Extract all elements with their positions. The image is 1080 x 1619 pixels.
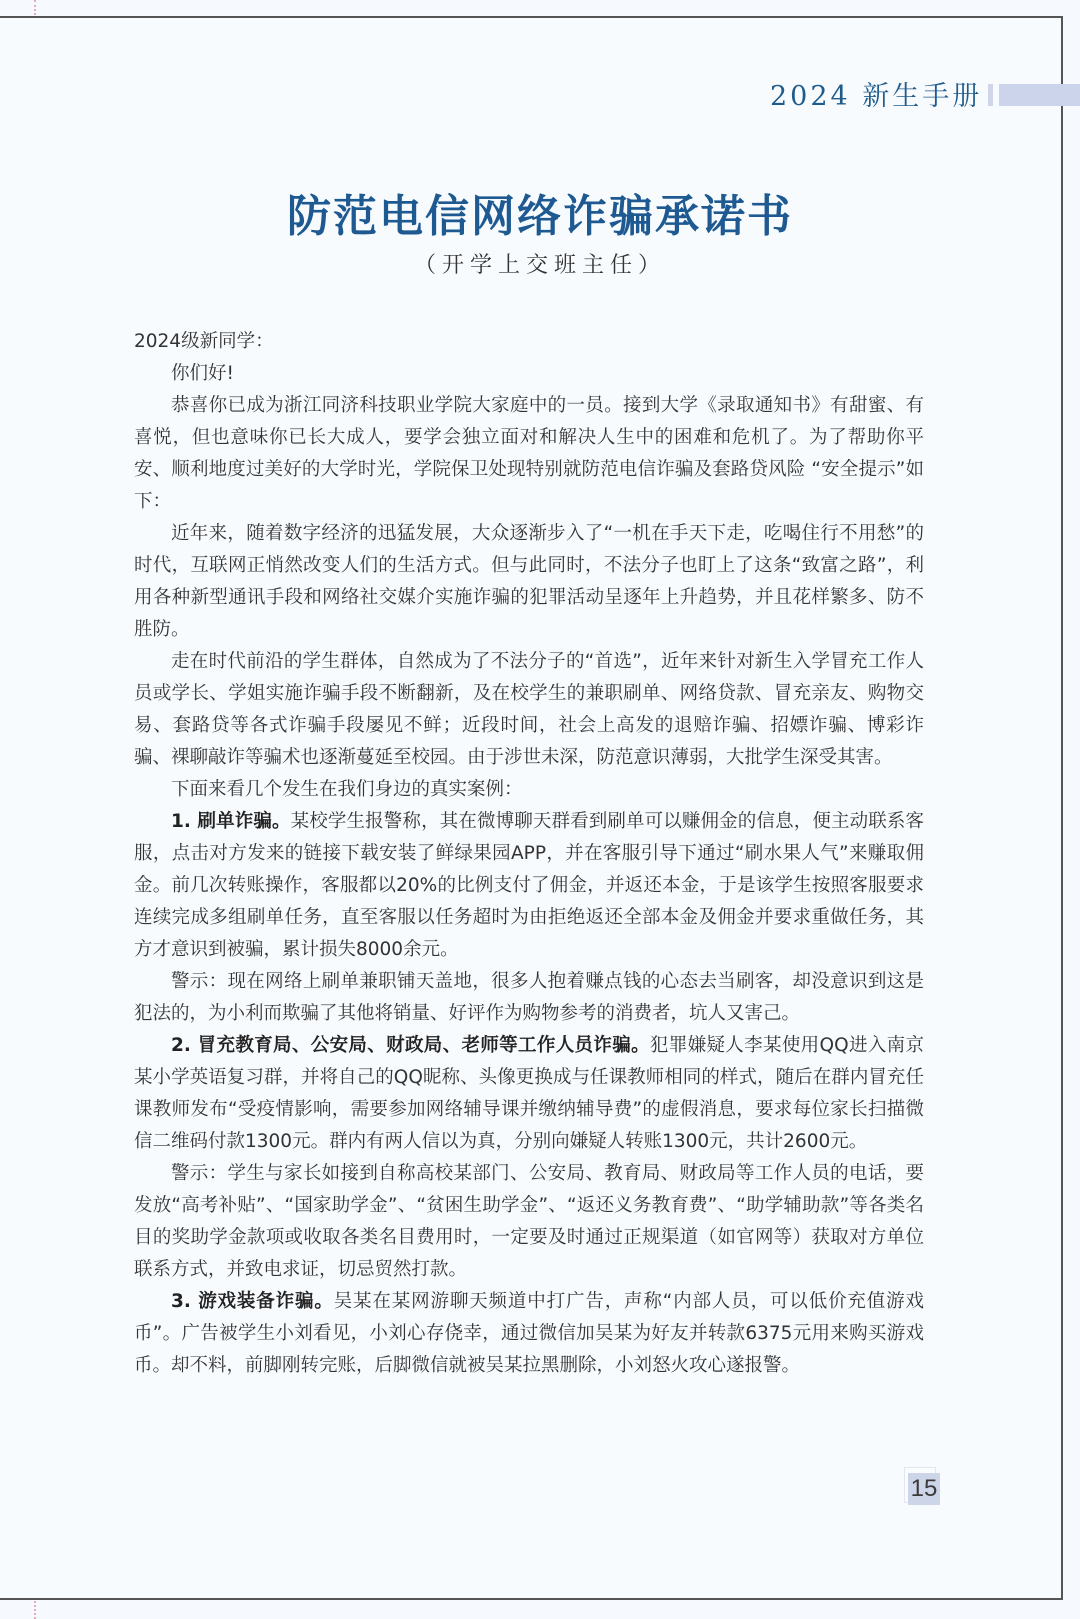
case-3-text: 吴某在某网游聊天频道中打广告，声称“内部人员，可以低价充值游戏币”。广告被学生小刘看见，小刘心存侥幸，通过微信加吴某为好友并转款6375元用来购买游戏币。却不料，前脚刚转完账，后脚微信就被吴某拉黑删除，小刘怒火攻心遂报警。 (134, 1291, 924, 1376)
greeting: 你们好! (171, 363, 234, 384)
case-2-warning: 警示：学生与家长如接到自称高校某部门、公安局、教育局、财政局等工作人员的电话，要发放“高考补贴”、“国家助学金”、“贫困生助学金”、“返还义务教育费”、“助学辅助款”等各类名目的奖助学金款项或收取各类名目费用时，一定要及时通过正规渠道（如官网等）获取对方单位联系方式，并致电求证，切忌贸然打款。 (134, 1163, 924, 1280)
header-accent-divider (988, 84, 993, 106)
document-subtitle: （开学上交班主任） (413, 253, 666, 278)
salutation: 2024级新同学： (134, 331, 274, 352)
case-1-warning: 警示：现在网络上刷单兼职铺天盖地，很多人抱着赚点钱的心态去当刷客，却没意识到这是犯法的，为小利而欺骗了其他将销量、好评作为购物参考的消费者，坑人又害己。 (134, 971, 924, 1024)
case-2 (134, 1030, 924, 1158)
booklet-label: 2024 新生手册 (770, 81, 983, 112)
case-3-heading: 3. 游戏装备诈骗。 (171, 1291, 334, 1312)
page-number: 15 (908, 1473, 940, 1505)
document-body (134, 326, 924, 1382)
case-1-heading: 1. 刷单诈骗。 (171, 811, 291, 832)
paragraph-cases-lead: 下面来看几个发生在我们身边的真实案例： (171, 779, 523, 800)
header-accent-bar (999, 84, 1080, 106)
paragraph-intro: 恭喜你已成为浙江同济科技职业学院大家庭中的一员。接到大学《录取通知书》有甜蜜、有喜悦，但也意味你已长大成人，要学会独立面对和解决人生中的困难和危机了。为了帮助你平安、顺利地度过美好的大学时光，学院保卫处现特别就防范电信诈骗及套路贷风险 “安全提示”如下： (134, 395, 924, 512)
document-title: 防范电信网络诈骗承诺书 (287, 191, 793, 242)
case-1-text: 某校学生报警称，其在微博聊天群看到刷单可以赚佣金的信息，便主动联系客服，点击对方发来的链接下载安装了鲜绿果园APP，并在客服引导下通过“刷水果人气”来赚取佣金。前几次转账操作，客服都以20%的比例支付了佣金，并返还本金，于是该学生按照客服要求连续完成多组刷单任务，直至客服以任务超时为由拒绝返还全部本金及佣金并要求重做任务，其方才意识到被骗，累计损失8000余元。 (134, 811, 924, 960)
paragraph-students-targeted: 走在时代前沿的学生群体，自然成为了不法分子的“首选”，近年来针对新生入学冒充工作人员或学长、学姐实施诈骗手段不断翻新，及在校学生的兼职刷单、网络贷款、冒充亲友、购物交易、套路贷等各式诈骗手段屡见不鲜；近段时间，社会上高发的退赔诈骗、招嫖诈骗、博彩诈骗、裸聊敲诈等骗术也逐渐蔓延至校园。由于涉世未深，防范意识薄弱，大批学生深受其害。 (134, 651, 924, 768)
case-3 (134, 1286, 924, 1382)
case-2-heading: 2. 冒充教育局、公安局、财政局、老师等工作人员诈骗。 (171, 1035, 650, 1056)
case-1 (134, 806, 924, 966)
case-2-text: 犯罪嫌疑人李某使用QQ进入南京某小学英语复习群，并将自己的QQ昵称、头像更换成与任课教师相同的样式，随后在群内冒充任课教师发布“受疫情影响，需要参加网络辅导课并缴纳辅导费”的虚假消息，要求每位家长扫描微信二维码付款1300元。群内有两人信以为真，分别向嫌疑人转账1300元，共计2600元。 (134, 1035, 925, 1152)
paragraph-background: 近年来，随着数字经济的迅猛发展，大众逐渐步入了“一机在手天下走，吃喝住行不用愁”的时代，互联网正悄然改变人们的生活方式。但与此同时，不法分子也盯上了这条“致富之路”，利用各种新型通讯手段和网络社交媒介实施诈骗的犯罪活动呈逐年上升趋势，并且花样繁多、防不胜防。 (134, 523, 924, 640)
